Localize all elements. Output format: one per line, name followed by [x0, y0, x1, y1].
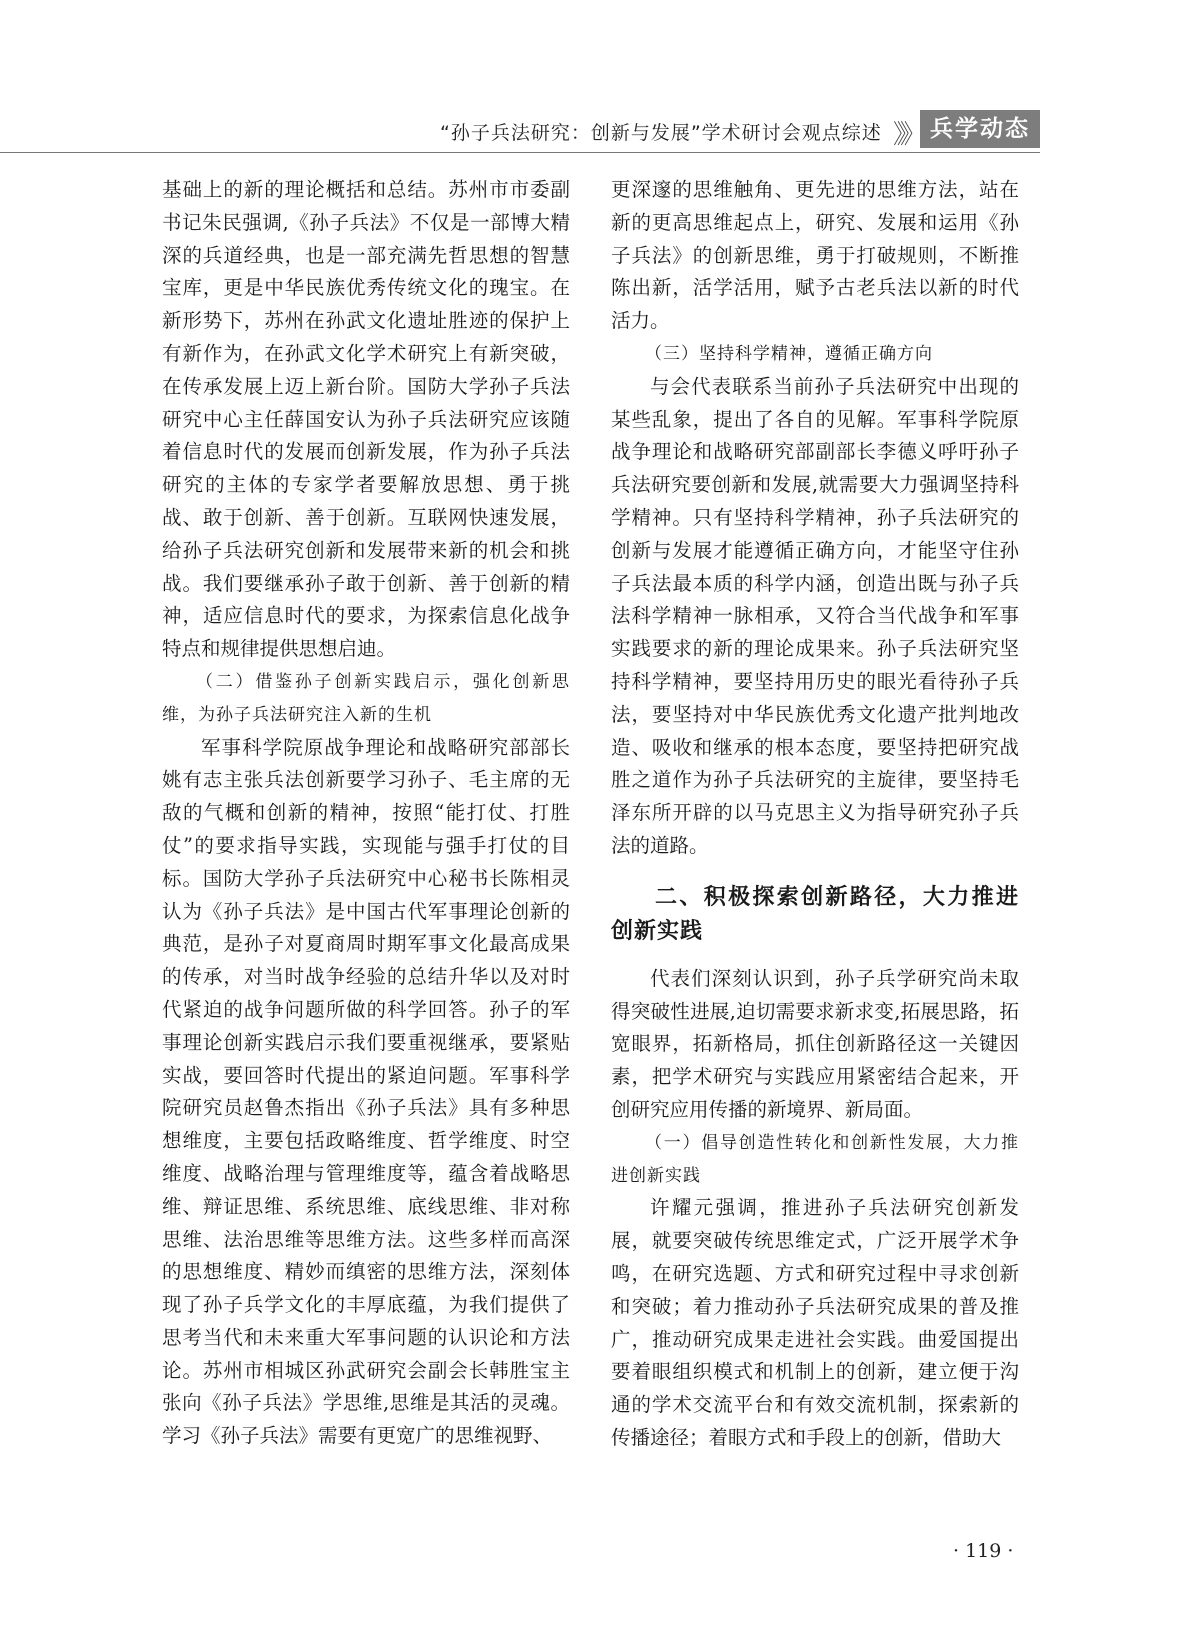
subsection-heading: （三）坚持科学精神，遵循正确方向 [645, 343, 933, 364]
section-heading: 二、积极探索创新路径，大力推进创新实践 [611, 884, 1019, 944]
right-column [611, 174, 1019, 1455]
header-divider [0, 152, 1040, 153]
section-label: 兵学动态 [920, 110, 1040, 148]
double-chevron-icon: 》》 [893, 120, 921, 150]
paragraph: 军事科学院原战争理论和战略研究部部长姚有志主张兵法创新要学习孙子、毛主席的无敌的气概和创新的精神，按照“能打仗、打胜仗”的要求指导实践，实现能与强手打仗的目标。国防大学孙子兵法研究中心秘书长陈相灵认为《孙子兵法》是中国古代军事理论创新的典范，是孙子对夏商周时期军事文化最高成果的传承，对当时战争经验的总结升华以及对时代紧迫的战争问题所做的科学回答。孙子的军事理论创新实践启示我们要重视继承，要紧贴实战，要回答时代提出的紧迫问题。军事科学院研究员赵鲁杰指出《孙子兵法》具有多种思想维度，主要包括政略维度、哲学维度、时空维度、战略治理与管理维度等，蕴含着战略思维、辩证思维、系统思维、底线思维、非对称思维、法治思维等思维方法。这些多样而高深的思想维度、精妙而缜密的思维方法，深刻体现了孙子兵学文化的丰厚底蕴，为我们提供了思考当代和未来重大军事问题的认识论和方法论。苏州市相城区孙武研究会副会长韩胜宝主张向《孙子兵法》学思维,思维是其活的灵魂。学习《孙子兵法》需要有更宽广的思维视野、 [162, 735, 570, 1448]
paragraph: 更深邃的思维触角、更先进的思维方法，站在新的更高思维起点上，研究、发展和运用《孙子兵法》的创新思维，勇于打破规则，不断推陈出新，活学活用，赋予古老兵法以新的时代活力。 [611, 178, 1019, 333]
left-column [162, 174, 570, 1453]
running-header-title: “孙子兵法研究：创新与发展”学术研讨会观点综述 [440, 122, 882, 144]
subsection-heading: （二）借鉴孙子创新实践启示，强化创新思维，为孙子兵法研究注入新的生机 [162, 671, 570, 725]
running-header [0, 110, 1200, 154]
paragraph: 与会代表联系当前孙子兵法研究中出现的某些乱象，提出了各自的见解。军事科学院原战争理论和战略研究部副部长李德义呼吁孙子兵法研究要创新和发展,就需要大力强调坚持科学精神。只有坚持科学精神，孙子兵法研究的创新与发展才能遵循正确方向，才能坚守住孙子兵法最本质的科学内涵，创造出既与孙子兵法科学精神一脉相承，又符合当代战争和军事实践要求的新的理论成果来。孙子兵法研究坚持科学精神，要坚持用历史的眼光看待孙子兵法，要坚持对中华民族优秀文化遗产批判地改造、吸收和继承的根本态度，要坚持把研究战胜之道作为孙子兵法研究的主旋律，要坚持毛泽东所开辟的以马克思主义为指导研究孙子兵法的道路。 [611, 374, 1019, 857]
paragraph: 基础上的新的理论概括和总结。苏州市市委副书记朱民强调,《孙子兵法》不仅是一部博大精深的兵道经典，也是一部充满先哲思想的智慧宝库，更是中华民族优秀传统文化的瑰宝。在新形势下，苏州在孙武文化遗址胜迹的保护上有新作为，在孙武文化学术研究上有新突破，在传承发展上迈上新台阶。国防大学孙子兵法研究中心主任薛国安认为孙子兵法研究应该随着信息时代的发展而创新发展，作为孙子兵法研究的主体的专家学者要解放思想、勇于挑战、敢于创新、善于创新。互联网快速发展，给孙子兵法研究创新和发展带来新的机会和挑战。我们要继承孙子敢于创新、善于创新的精神，适应信息时代的要求，为探索信息化战争特点和规律提供思想启迪。 [162, 178, 570, 661]
paragraph: 许耀元强调，推进孙子兵法研究创新发展，就要突破传统思维定式，广泛开展学术争鸣，在研究选题、方式和研究过程中寻求创新和突破；着力推动孙子兵法研究成果的普及推广，推动研究成果走进社会实践。曲爱国提出要着眼组织模式和机制上的创新，建立便于沟通的学术交流平台和有效交流机制，探索新的传播途径；着眼方式和手段上的创新，借助大 [611, 1196, 1019, 1449]
paragraph: 代表们深刻认识到，孙子兵学研究尚未取得突破性进展,迫切需要求新求变,拓展思路，拓宽眼界，拓新格局，抓住创新路径这一关键因素，把学术研究与实践应用紧密结合起来，开创研究应用传播的新境界、新局面。 [611, 966, 1019, 1121]
page-number: · 119 · [953, 1540, 1014, 1562]
subsection-heading: （一）倡导创造性转化和创新性发展，大力推进创新实践 [611, 1132, 1019, 1186]
